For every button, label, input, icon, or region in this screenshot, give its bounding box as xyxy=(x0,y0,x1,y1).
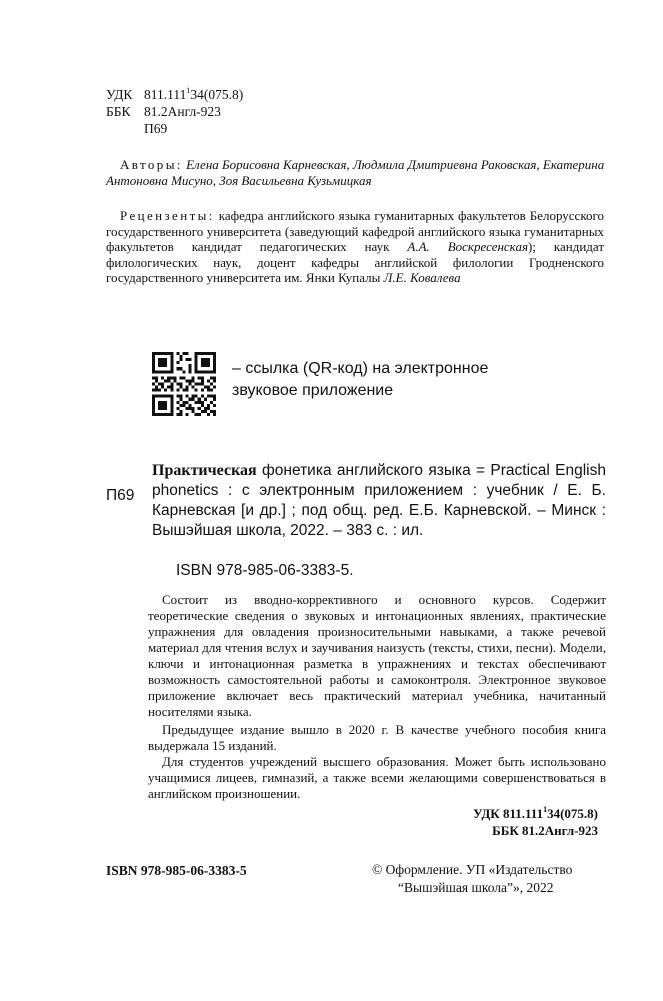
catalog-sign: П69 xyxy=(106,487,135,504)
footer-udk-pre: УДК 811.111 xyxy=(473,806,544,821)
bbk-line xyxy=(106,103,243,120)
udk-label: УДК xyxy=(106,87,133,102)
reviewers-text-1: кафедра английского языка гуманитарных факультетов Белорусского государственного университета (заведующий кафедрой английского языка гуманитарных факультетов кандидат педагогических наук xyxy=(106,208,604,254)
qr-caption xyxy=(232,358,488,402)
copyright-notice xyxy=(372,861,608,897)
reviewer-name-1: А.А. Воскресенская xyxy=(407,239,528,254)
reviewers-text-2: ); кандидат филологических наук, доцент кафедры английской филологии Гродненского государственного университета им. Янки Купалы xyxy=(106,239,605,285)
annotation-paragraph-2: Предыдущее издание вышло в 2020 г. В качестве учебного пособия книга выдержала 15 изданий. xyxy=(148,722,606,753)
copyright-line-2: “Вышэйшая школа”», 2022 xyxy=(398,880,554,895)
footer-classification xyxy=(400,805,598,839)
bibliographic-entry xyxy=(152,461,606,541)
reviewers-paragraph xyxy=(106,208,604,286)
reviewers-label: Рецензенты: xyxy=(120,208,215,223)
bbk-value: 81.2Англ-923 xyxy=(144,104,221,119)
footer-bbk: ББК 81.2Англ-923 xyxy=(492,823,598,838)
annotation-paragraph-3: Для студентов учреждений высшего образования. Может быть использовано учащимися лицеев, гимназий, а также всеми желающими совершенствоваться в английском произношении. xyxy=(148,754,606,801)
footer-udk-tail: 34(075.8) xyxy=(547,806,598,821)
entry-isbn: ISBN 978-985-06-3383-5. xyxy=(176,562,354,579)
udk-sup: 1 xyxy=(186,85,191,95)
udk-block xyxy=(106,86,243,137)
authors-label: Авторы: xyxy=(120,157,183,172)
udk-value: 811.111 xyxy=(144,87,187,102)
qr-caption-line-1: – ссылка (QR-код) на электронное xyxy=(232,360,489,377)
authors-paragraph xyxy=(106,157,606,189)
footer-udk xyxy=(400,805,598,822)
udk-tail: 34(075.8) xyxy=(190,87,244,102)
copyright-line-1: © Оформление. УП «Издательство xyxy=(372,862,573,877)
entry-keyword: Практическая xyxy=(152,462,257,479)
entry-text: фонетика английского языка = Practical English phonetics : с электронным приложением : учебник / Е. Б. Карневская [и др.] ; под общ. ред. Е.Б. Карневской. – Минск : Вышэйшая школа, 2022. – 383 с. : ил. xyxy=(152,462,606,539)
annotation-paragraph-1: Состоит из вводно-коррективного и основного курсов. Содержит теоретические сведения о звуковых и интонационных явлениях, практические упражнения для овладения произносительными навыками, а также речевой материал для чтения вслух и заучивания наизусть (тексты, стихи, песни). Модели, ключи и интонационная разметка в упражнениях и текстах обеспечивают возможность самостоятельной работы и самоконтроля. Электронное звуковое приложение включает весь практический материал учебника, начитанный носителями языка. xyxy=(148,592,606,719)
author-sign-code: П69 xyxy=(144,121,168,136)
qr-code-icon[interactable] xyxy=(152,352,216,416)
qr-caption-line-2: звуковое приложение xyxy=(232,382,394,399)
authors-names: Елена Борисовна Карневская, Людмила Дмитриевна Раковская, Екатерина Антоновна Мисуно, Зоя Васильевна Кузьмицкая xyxy=(106,157,605,188)
reviewer-name-2: Л.Е. Ковалева xyxy=(383,270,461,285)
bbk-label: ББК xyxy=(106,104,131,119)
udk-line xyxy=(106,86,243,103)
footer-isbn: ISBN 978-985-06-3383-5 xyxy=(106,863,247,878)
footer-udk-sup: 1 xyxy=(543,804,548,814)
